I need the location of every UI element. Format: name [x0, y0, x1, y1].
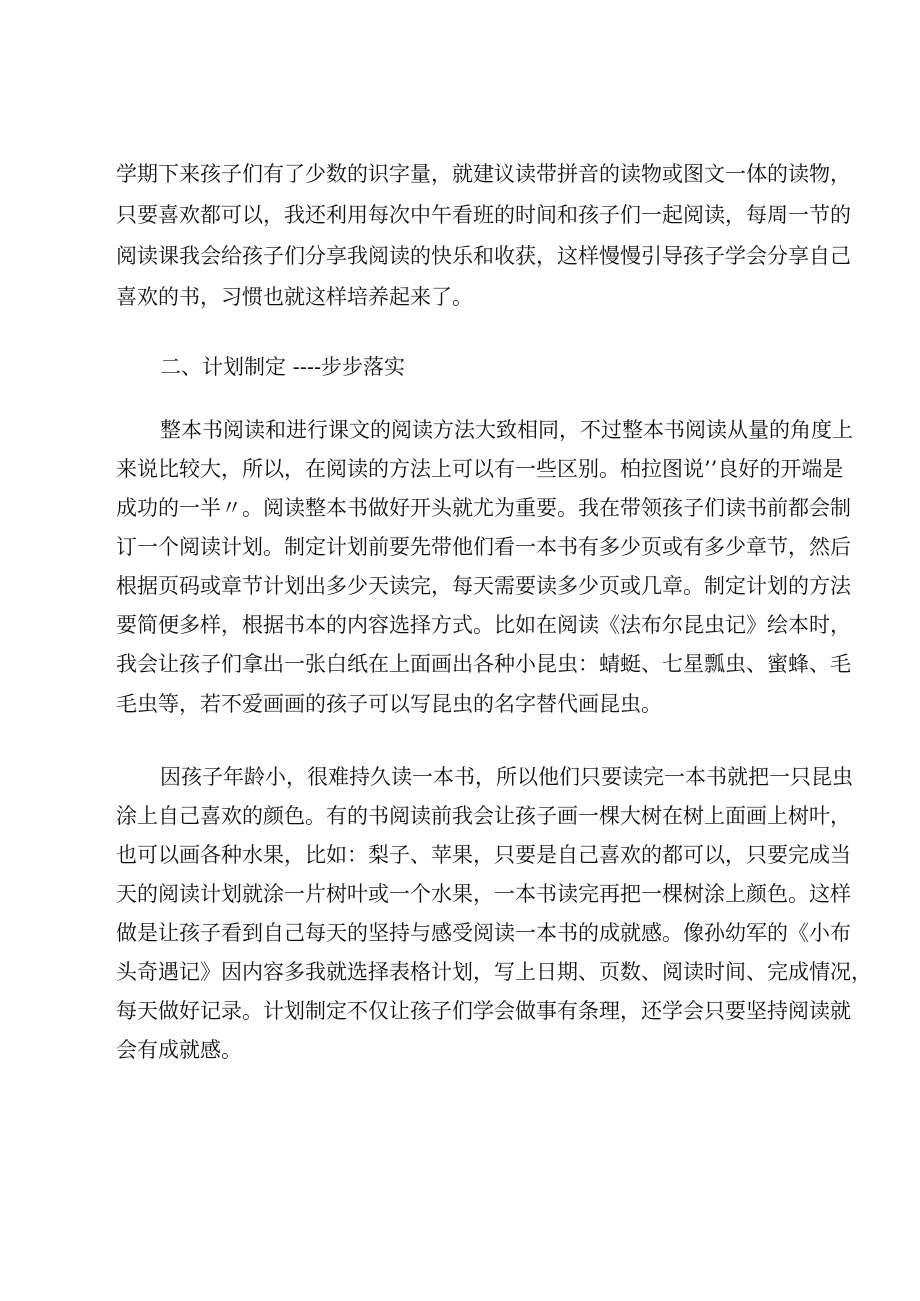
- paragraph-2-line-1: 整本书阅读和进行课文的阅读方法大致相同，不过整本书阅读从量的角度上: [160, 418, 853, 442]
- paragraph-2-line-8: 毛虫等，若不爱画画的孩子可以写昆虫的名字替代画昆虫。: [116, 692, 662, 716]
- paragraph-3-line-6: 头奇遇记》因内容多我就选择表格计划，写上日期、页数、阅读时间、完成情况，: [116, 960, 872, 984]
- paragraph-3-line-7: 每天做好记录。计划制定不仅让孩子们学会做事有条理，还学会只要坚持阅读就: [116, 999, 851, 1023]
- paragraph-3-line-3: 也可以画各种水果，比如：梨子、苹果，只要是自己喜欢的都可以，只要完成当: [116, 843, 851, 867]
- paragraph-2-line-4: 订一个阅读计划。制定计划前要先带他们看一本书有多少页或有多少章节，然后: [116, 535, 851, 559]
- paragraph-2-line-5: 根据页码或章节计划出多少天读完，每天需要读多少页或几章。制定计划的方法: [116, 574, 851, 598]
- paragraph-2-line-7: 我会让孩子们拿出一张白纸在上面画出各种小昆虫：蜻蜓、七星瓢虫、蜜蜂、毛: [116, 652, 851, 676]
- paragraph-2-line-6: 要简便多样，根据书本的内容选择方式。比如在阅读《法布尔昆虫记》绘本时，: [116, 613, 851, 637]
- paragraph-3-line-8: 会有成就感。: [116, 1038, 242, 1062]
- paragraph-3-line-5: 做是让孩子看到自己每天的坚持与感受阅读一本书的成就感。像孙幼军的《小布: [116, 921, 851, 945]
- paragraph-1-line-4: 喜欢的书，习惯也就这样培养起来了。: [116, 285, 473, 309]
- paragraph-3-line-1: 因孩子年龄小，很难持久读一本书，所以他们只要读完一本书就把一只昆虫: [160, 765, 853, 789]
- paragraph-3-line-2: 涂上自己喜欢的颜色。有的书阅读前我会让孩子画一棵大树在树上面画上树叶，: [116, 804, 851, 828]
- paragraph-2-line-3: 成功的一半〃。阅读整本书做好开头就尤为重要。我在带领孩子们读书前都会制: [116, 496, 851, 520]
- paragraph-2-line-2: 来说比较大，所以，在阅读的方法上可以有一些区别。柏拉图说’’良好的开端是: [116, 457, 844, 481]
- paragraph-3-line-4: 天的阅读计划就涂一片树叶或一个水果，一本书读完再把一棵树涂上颜色。这样: [116, 882, 851, 906]
- paragraph-1-line-1: 学期下来孩子们有了少数的识字量，就建议读带拼音的读物或图文一体的读物，: [116, 162, 851, 186]
- paragraph-1-line-2: 只要喜欢都可以，我还利用每次中午看班的时间和孩子们一起阅读，每周一节的: [116, 203, 851, 227]
- paragraph-1-line-3: 阅读课我会给孩子们分享我阅读的快乐和收获，这样慢慢引导孩子学会分享自己: [116, 244, 851, 268]
- section-heading: 二、计划制定 ----步步落实: [160, 355, 406, 379]
